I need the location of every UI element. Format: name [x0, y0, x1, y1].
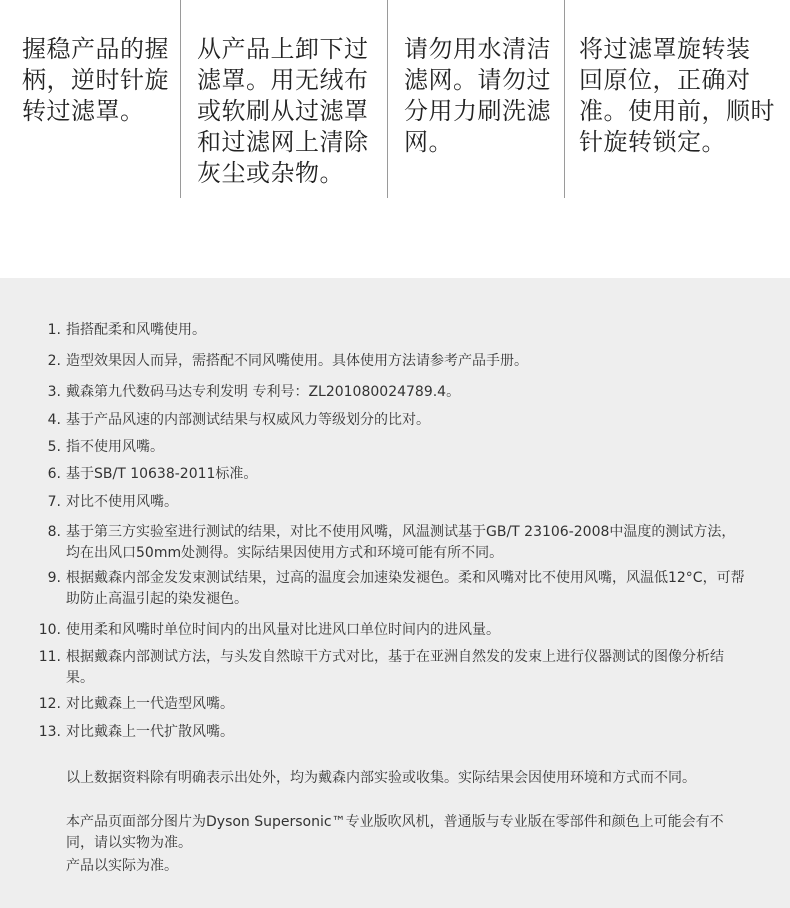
footnote-text: 基于SB/T 10638-2011标准。 [66, 466, 258, 482]
step-text-2: 从产品上卸下过 滤罩。用无绒布 或软刷从过滤罩 和过滤网上清除 灰尘或杂物。 [197, 35, 369, 187]
footnote-text: 戴森第九代数码马达专利发明 专利号：ZL201080024789.4。 [66, 384, 461, 400]
footnote-text: 基于产品风速的内部测试结果与权威风力等级划分的比对。 [66, 412, 430, 428]
disclaimer-data-source: 以上数据资料除有明确表示出处外，均为戴森内部实验或收集。实际结果会因使用环境和方式而不同。 [66, 770, 696, 786]
footnote-number: 1. [47, 322, 61, 338]
footnote-text: 对比不使用风嘴。 [66, 494, 178, 510]
disclaimer-product-images: 本产品页面部分图片为Dyson Supersonic™专业版吹风机，普通版与专业版在零部件和颜色上可能会有不同，请以实物为准。 [66, 814, 724, 851]
step-column-4 [564, 0, 790, 198]
footnote-text: 对比戴森上一代造型风嘴。 [66, 696, 234, 712]
step-text-4: 将过滤罩旋转装 回原位，正确对 准。使用前，顺时 针旋转锁定。 [579, 35, 775, 156]
step-column-3 [387, 0, 564, 198]
footnote-number: 2. [47, 353, 61, 369]
step-text-1: 握稳产品的握 柄，逆时针旋 转过滤罩。 [22, 35, 169, 125]
footnote-number: 6. [47, 466, 61, 482]
footnote-text: 指搭配柔和风嘴使用。 [66, 322, 206, 338]
footnote-number: 3. [47, 384, 61, 400]
footnote-text: 根据戴森内部测试方法，与头发自然晾干方式对比，基于在亚洲自然发的发束上进行仪器测试的图像分析结果。 [66, 649, 724, 686]
footnote-number: 4. [47, 412, 61, 428]
footnote-number: 12. [38, 696, 61, 712]
column-divider [180, 0, 181, 198]
filter-cleaning-steps [0, 0, 790, 278]
column-divider [564, 0, 565, 198]
step-text-3: 请勿用水清洁 滤网。请勿过 分用力刷洗滤 网。 [404, 35, 551, 156]
footnote-text: 使用柔和风嘴时单位时间内的出风量对比进风口单位时间内的进风量。 [66, 622, 500, 638]
footnote-text: 造型效果因人而异，需搭配不同风嘴使用。具体使用方法请参考产品手册。 [66, 353, 528, 369]
column-divider [387, 0, 388, 198]
footnote-number: 9. [47, 570, 61, 586]
footnote-number: 8. [47, 524, 61, 540]
footnote-number: 7. [47, 494, 61, 510]
step-column-1 [0, 0, 180, 198]
footnote-text: 根据戴森内部金发发束测试结果，过高的温度会加速染发褪色。柔和风嘴对比不使用风嘴，风温低12°C，可帮助防止高温引起的染发褪色。 [66, 570, 745, 607]
footnote-number: 13. [38, 724, 61, 740]
footnote-text: 对比戴森上一代扩散风嘴。 [66, 724, 234, 740]
footnote-text: 指不使用风嘴。 [66, 439, 164, 455]
disclaimer-actual-product: 产品以实际为准。 [66, 858, 178, 874]
footnote-number: 5. [47, 439, 61, 455]
footnote-number: 10. [38, 622, 61, 638]
step-column-2 [180, 0, 387, 198]
footnotes-panel [0, 278, 790, 908]
footnote-number: 11. [38, 649, 61, 665]
footnote-text: 基于第三方实验室进行测试的结果，对比不使用风嘴，风温测试基于GB/T 23106-2008中温度的测试方法，均在出风口50mm处测得。实际结果因使用方式和环境可能有所不同。 [66, 524, 736, 561]
